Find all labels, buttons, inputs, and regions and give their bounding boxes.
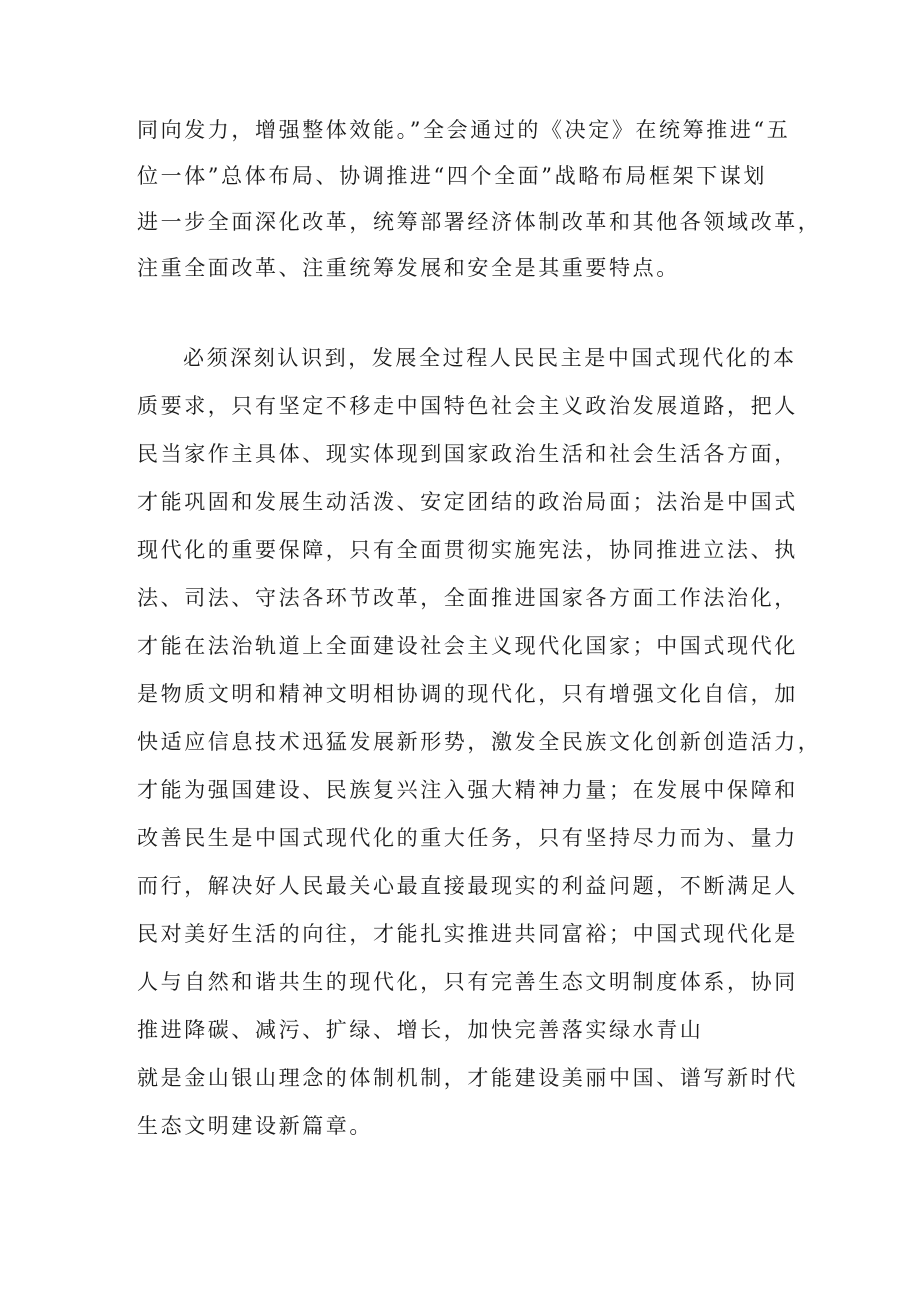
paragraph-2-line-6: 法、司法、守法各环节改革，全面推进国家各方面工作法治化， — [137, 586, 798, 610]
paragraph-2-line-9: 快适应信息技术迅猛发展新形势，激发全民族文化创新创造活力， — [137, 730, 822, 754]
paragraph-2-line-11: 改善民生是中国式现代化的重大任务，只有坚持尽力而为、量力 — [137, 826, 798, 850]
paragraph-2-line-8: 是物质文明和精神文明相协调的现代化，只有增强文化自信，加 — [137, 682, 798, 706]
paragraph-2-line-2: 质要求，只有坚定不移走中国特色社会主义政治发展道路，把人 — [137, 394, 798, 418]
paragraph-1-line-4: 注重全面改革、注重统筹发展和安全是其重要特点。 — [137, 256, 680, 280]
paragraph-2-line-13: 民对美好生活的向往，才能扎实推进共同富裕；中国式现代化是 — [137, 922, 798, 946]
paragraph-2-line-4: 才能巩固和发展生动活泼、安定团结的政治局面；法治是中国式 — [137, 490, 798, 514]
paragraph-2-line-5: 现代化的重要保障，只有全面贯彻实施宪法，协同推进立法、执 — [137, 538, 798, 562]
paragraph-2-line-17: 生态文明建设新篇章。 — [137, 1114, 373, 1138]
paragraph-1-line-3: 进一步全面深化改革，统筹部署经济体制改革和其他各领域改革， — [137, 210, 822, 234]
paragraph-2-line-12: 而行，解决好人民最关心最直接最现实的利益问题，不断满足人 — [137, 874, 798, 898]
paragraph-2-line-16: 就是金山银山理念的体制机制，才能建设美丽中国、谱写新时代 — [137, 1066, 798, 1090]
paragraph-1-line-1: 同向发力，增强整体效能。”全会通过的《决定》在统筹推进“五 — [137, 118, 791, 142]
paragraph-1-line-2: 位一体”总体布局、协调推进“四个全面”战略布局框架下谋划 — [137, 164, 768, 188]
paragraph-2-line-7: 才能在法治轨道上全面建设社会主义现代化国家；中国式现代化 — [137, 634, 798, 658]
paragraph-2-line-3: 民当家作主具体、现实体现到国家政治生活和社会生活各方面， — [137, 442, 798, 466]
paragraph-2-line-15: 推进降碳、减污、扩绿、增长，加快完善落实绿水青山 — [137, 1018, 704, 1042]
paragraph-2-line-14: 人与自然和谐共生的现代化，只有完善生态文明制度体系，协同 — [137, 970, 798, 994]
paragraph-2-line-1: 必须深刻认识到，发展全过程人民民主是中国式现代化的本 — [183, 346, 797, 370]
paragraph-2-line-10: 才能为强国建设、民族复兴注入强大精神力量；在发展中保障和 — [137, 778, 798, 802]
